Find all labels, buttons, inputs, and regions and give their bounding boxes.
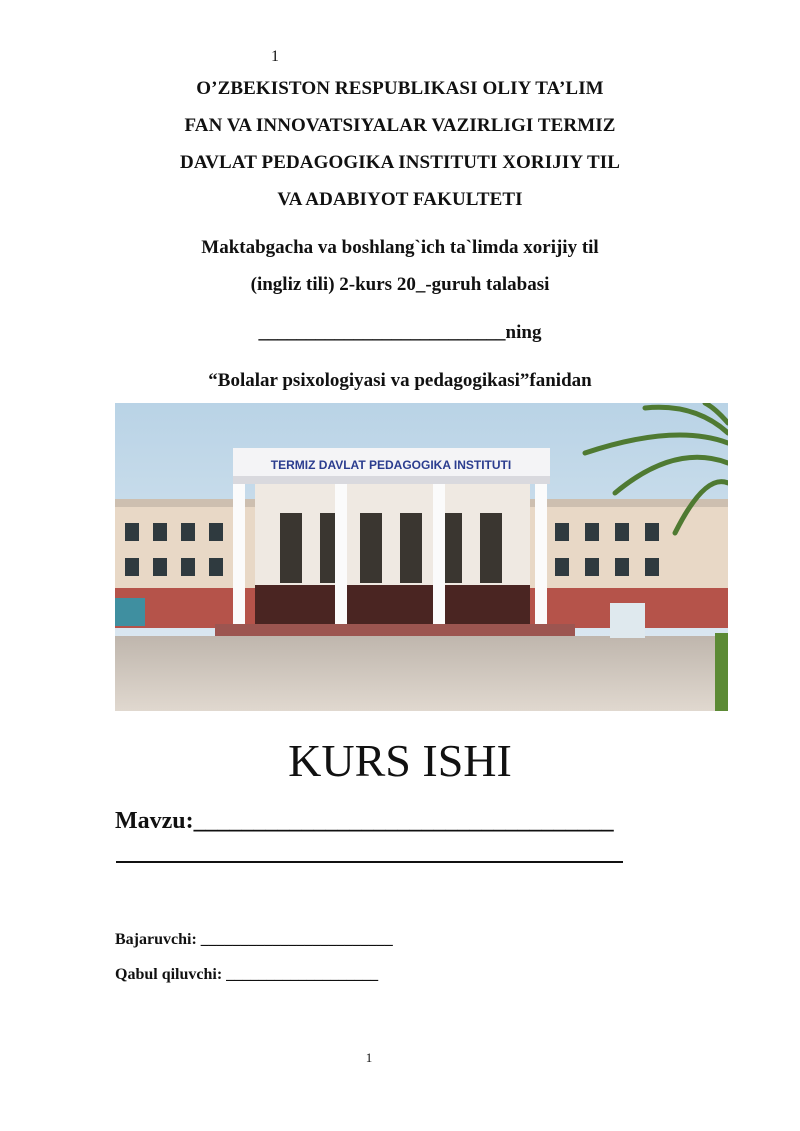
program-line-1: Maktabgacha va boshlang`ich ta`limda xorijiy til	[201, 237, 599, 258]
top-page-number: 1	[271, 48, 279, 65]
receiver-line: Qabul qiluvchi: ___________________	[115, 966, 379, 983]
institution-line-1: O’ZBEKISTON RESPUBLIKASI OLIY TA’LIM	[196, 78, 604, 99]
student-name-line: __________________________ning	[258, 322, 542, 343]
building-sign-text: TERMIZ DAVLAT PEDAGOGIKA INSTITUTI	[270, 458, 512, 472]
performer-line: Bajaruvchi: ________________________	[115, 931, 393, 948]
institution-line-4: VA ADABIYOT FAKULTETI	[277, 189, 523, 210]
program-line-2: (ingliz tili) 2-kurs 20_-guruh talabasi	[250, 274, 550, 295]
institution-line-2: FAN VA INNOVATSIYALAR VAZIRLIGI TERMIZ	[184, 115, 616, 136]
institution-line-3: DAVLAT PEDAGOGIKA INSTITUTI XORIJIY TIL	[180, 152, 620, 173]
subject-line: “Bolalar psixologiyasi va pedagogikasi”fanidan	[208, 370, 592, 391]
footer-page-number: 1	[365, 1050, 373, 1065]
main-title: KURS ISHI	[288, 735, 512, 786]
topic-label: Mavzu:___________________________________	[115, 808, 614, 834]
institute-building-photo	[115, 403, 728, 711]
topic-second-line	[116, 845, 623, 863]
